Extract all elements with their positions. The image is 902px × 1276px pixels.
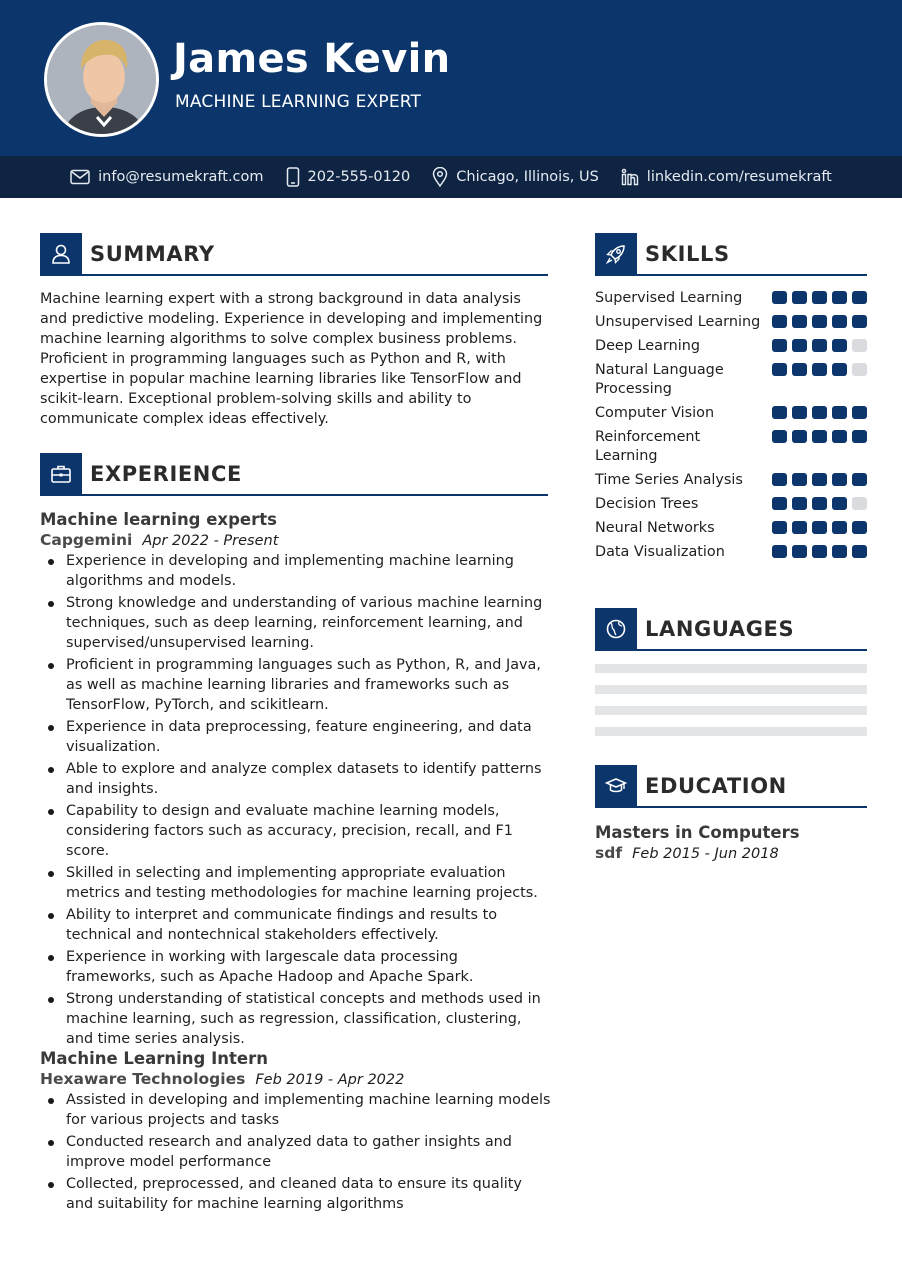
rating-dot-filled — [832, 339, 847, 352]
job-entry — [40, 1049, 552, 1216]
rating-dot-filled — [792, 406, 807, 419]
rating-dot-filled — [772, 315, 787, 328]
skill-row — [595, 404, 867, 423]
experience-heading — [40, 453, 548, 496]
language-placeholder-bar — [595, 685, 867, 694]
skill-rating — [772, 519, 867, 538]
rating-dot-filled — [832, 497, 847, 510]
graduation-cap-icon — [595, 765, 637, 807]
rating-dot-filled — [772, 521, 787, 534]
rating-dot-filled — [772, 545, 787, 558]
skills-heading — [595, 233, 867, 276]
languages-title: LANGUAGES — [645, 616, 795, 641]
job-bullet: Proficient in programming languages such as Python, R, and Java, as well as machine learning libraries and frameworks such as TensorFlow, PyTorch, and scikitlearn. — [40, 655, 552, 715]
language-placeholder-bar — [595, 664, 867, 673]
language-placeholder-bar — [595, 706, 867, 715]
rating-dot-filled — [792, 363, 807, 376]
rating-dot-filled — [812, 363, 827, 376]
contact-bar — [0, 156, 902, 198]
summary-text: Machine learning expert with a strong background in data analysis and predictive modeling. Experience in developing and implementing machine learning algorithms to solve complex business problems. Proficient in programming languages such as Python and R, with expertise in popular machine learning libraries like TensorFlow and scikit-learn. Exceptional problem-solving skills and ability to communicate complex ideas effectively. — [40, 291, 543, 427]
rating-dot-filled — [832, 406, 847, 419]
language-placeholder-bar — [595, 727, 867, 736]
languages-heading — [595, 608, 867, 651]
rating-dot-filled — [812, 291, 827, 304]
rating-dot-filled — [772, 473, 787, 486]
rating-dot-filled — [852, 315, 867, 328]
job-title: Machine Learning Intern — [40, 1049, 268, 1068]
skill-name: Reinforcement Learning — [595, 429, 701, 464]
experience-title: EXPERIENCE — [90, 461, 242, 486]
skill-name: Time Series Analysis — [595, 472, 743, 488]
skill-name: Supervised Learning — [595, 290, 743, 306]
rating-dot-filled — [792, 291, 807, 304]
job-bullet: Skilled in selecting and implementing appropriate evaluation metrics and testing methodologies for machine learning projects. — [40, 863, 552, 903]
user-icon — [40, 233, 82, 275]
header — [0, 0, 902, 156]
summary-title: SUMMARY — [90, 241, 215, 266]
rating-dot-filled — [792, 497, 807, 510]
job-bullet: Strong knowledge and understanding of various machine learning techniques, such as deep learning, reinforcement learning, and supervised/unsupervised learning. — [40, 593, 552, 653]
rating-dot-filled — [832, 291, 847, 304]
candidate-name: James Kevin — [173, 36, 451, 82]
skill-rating — [772, 361, 867, 399]
rating-dot-filled — [812, 315, 827, 328]
contact-email-text: info@resumekraft.com — [98, 169, 264, 185]
rating-dot-filled — [812, 497, 827, 510]
rating-dot-filled — [852, 430, 867, 443]
rating-dot-filled — [852, 406, 867, 419]
rating-dot-filled — [772, 406, 787, 419]
contact-location-text: Chicago, Illinois, US — [456, 169, 599, 185]
education-school: sdf — [595, 844, 623, 862]
rocket-icon — [595, 233, 637, 275]
linkedin-icon — [621, 168, 639, 186]
rating-dot-filled — [812, 521, 827, 534]
skill-rating — [772, 495, 867, 514]
rating-dot-filled — [812, 406, 827, 419]
skill-name: Deep Learning — [595, 338, 700, 354]
rating-dot-filled — [852, 473, 867, 486]
rating-dot-filled — [852, 291, 867, 304]
rating-dot-filled — [832, 363, 847, 376]
rating-dot-empty — [852, 339, 867, 352]
skill-name: Unsupervised Learning — [595, 314, 761, 330]
location-pin-icon — [432, 167, 448, 187]
mail-icon — [70, 169, 90, 185]
rating-dot-filled — [792, 521, 807, 534]
contact-location — [432, 167, 599, 187]
skill-rating — [772, 289, 867, 308]
skill-name: Natural Language Processing — [595, 362, 724, 397]
skills-list — [595, 289, 867, 567]
language-placeholder-list — [595, 664, 867, 748]
education-dates: Feb 2015 - Jun 2018 — [632, 846, 779, 862]
job-company: Hexaware Technologies — [40, 1070, 246, 1088]
rating-dot-filled — [832, 315, 847, 328]
job-entry — [40, 510, 552, 1051]
rating-dot-filled — [792, 545, 807, 558]
rating-dot-filled — [772, 497, 787, 510]
job-bullet: Assisted in developing and implementing machine learning models for various projects and tasks — [40, 1090, 552, 1130]
contact-phone-text: 202-555-0120 — [307, 169, 411, 185]
job-bullet: Strong understanding of statistical concepts and methods used in machine learning, such as regression, classification, clustering, and time series analysis. — [40, 989, 552, 1049]
skill-name: Neural Networks — [595, 520, 715, 536]
rating-dot-filled — [852, 521, 867, 534]
phone-icon — [286, 167, 300, 187]
rating-dot-filled — [832, 430, 847, 443]
job-bullet: Experience in data preprocessing, feature engineering, and data visualization. — [40, 717, 552, 757]
job-bullet: Ability to interpret and communicate findings and results to technical and nontechnical stakeholders effectively. — [40, 905, 552, 945]
rating-dot-filled — [832, 473, 847, 486]
skill-row — [595, 361, 867, 399]
skill-row — [595, 313, 867, 332]
rating-dot-filled — [772, 363, 787, 376]
skills-title: SKILLS — [645, 241, 730, 266]
job-bullets — [40, 1090, 552, 1214]
job-dates: Apr 2022 - Present — [142, 533, 279, 549]
job-bullet: Experience in developing and implementing machine learning algorithms and models. — [40, 551, 552, 591]
job-title: Machine learning experts — [40, 510, 277, 529]
rating-dot-filled — [792, 339, 807, 352]
rating-dot-filled — [812, 339, 827, 352]
rating-dot-empty — [852, 497, 867, 510]
skill-rating — [772, 428, 867, 466]
contact-email[interactable] — [70, 169, 263, 185]
skill-rating — [772, 337, 867, 356]
education-title: EDUCATION — [645, 773, 787, 798]
rating-dot-filled — [792, 473, 807, 486]
job-bullet: Experience in working with largescale data processing frameworks, such as Apache Hadoop and Apache Spark. — [40, 947, 552, 987]
skill-name: Data Visualization — [595, 544, 725, 560]
skill-name: Decision Trees — [595, 496, 699, 512]
rating-dot-filled — [812, 545, 827, 558]
contact-linkedin[interactable] — [621, 168, 832, 186]
profile-photo — [44, 22, 159, 137]
globe-icon — [595, 608, 637, 650]
rating-dot-filled — [792, 430, 807, 443]
job-dates: Feb 2019 - Apr 2022 — [255, 1072, 405, 1088]
briefcase-icon — [40, 453, 82, 495]
skill-row — [595, 519, 867, 538]
contact-linkedin-text: linkedin.com/resumekraft — [646, 169, 832, 185]
skill-rating — [772, 543, 867, 562]
skill-name: Computer Vision — [595, 405, 715, 421]
rating-dot-empty — [852, 363, 867, 376]
skill-row — [595, 495, 867, 514]
skill-rating — [772, 404, 867, 423]
skill-row — [595, 471, 867, 490]
profile-photo-illustration — [47, 25, 159, 137]
job-bullets — [40, 551, 552, 1049]
job-bullet: Able to explore and analyze complex datasets to identify patterns and insights. — [40, 759, 552, 799]
rating-dot-filled — [772, 339, 787, 352]
skill-row — [595, 428, 867, 466]
rating-dot-filled — [812, 473, 827, 486]
summary-heading — [40, 233, 548, 276]
rating-dot-filled — [772, 430, 787, 443]
candidate-role: MACHINE LEARNING EXPERT — [175, 92, 422, 112]
rating-dot-filled — [852, 545, 867, 558]
job-bullet: Collected, preprocessed, and cleaned data to ensure its quality and suitability for machine learning algorithms — [40, 1174, 552, 1214]
rating-dot-filled — [832, 521, 847, 534]
job-bullet: Conducted research and analyzed data to gather insights and improve model performance — [40, 1132, 552, 1172]
job-bullet: Capability to design and evaluate machine learning models, considering factors such as accuracy, precision, recall, and F1 score. — [40, 801, 552, 861]
skill-rating — [772, 471, 867, 490]
skill-row — [595, 337, 867, 356]
education-heading — [595, 765, 867, 808]
rating-dot-filled — [812, 430, 827, 443]
rating-dot-filled — [832, 545, 847, 558]
contact-phone[interactable] — [286, 167, 411, 187]
skill-rating — [772, 313, 867, 332]
skill-row — [595, 543, 867, 562]
rating-dot-filled — [792, 315, 807, 328]
education-degree: Masters in Computers — [595, 823, 800, 842]
education-entry — [595, 823, 867, 862]
rating-dot-filled — [772, 291, 787, 304]
skill-row — [595, 289, 867, 308]
job-company: Capgemini — [40, 531, 133, 549]
